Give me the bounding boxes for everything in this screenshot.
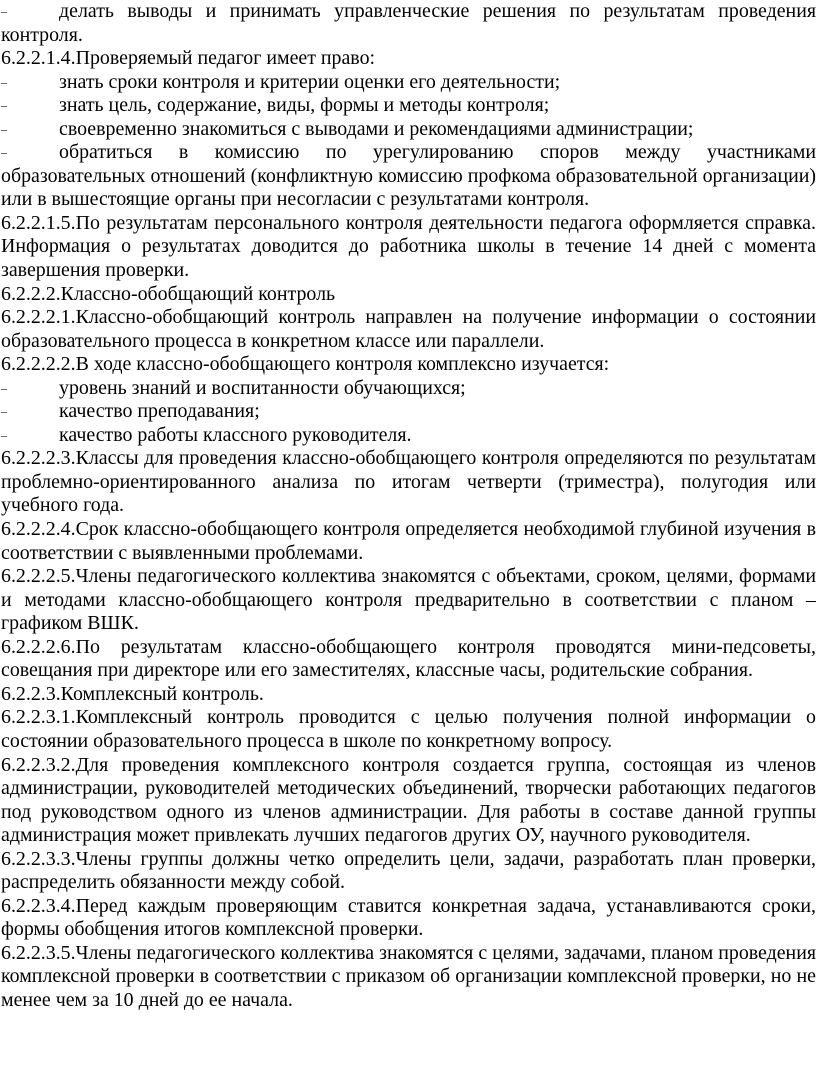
bullet-item (1, 94, 816, 118)
bullet-text: обратиться в комиссию по урегулированию споров между участниками (59, 141, 816, 164)
dash-bullet-icon: – (1, 427, 7, 442)
section-heading: 6.2.2.3.Комплексный контроль. (1, 682, 264, 705)
bullet-text: качество работы классного руководителя. (59, 423, 412, 446)
paragraph: 6.2.2.1.4.Проверяемый педагог имеет право: (1, 47, 376, 70)
bullet-item (1, 71, 816, 95)
paragraph: 6.2.2.3.1.Комплексный контроль проводится с целью получения полной информации о состоянии образовательного процесса в школе по конкретному вопросу. (1, 706, 816, 752)
dash-bullet-icon: – (1, 4, 7, 18)
bullet-text-continuation: контроля. (1, 23, 83, 46)
bullet-item (1, 424, 816, 448)
bullet-text: знать сроки контроля и критерии оценки его деятельности; (59, 70, 561, 93)
bullet-item (1, 377, 816, 401)
paragraph: 6.2.2.1.5.По результатам персонального контроля деятельности педагога оформляется справка. Информация о результатах доводится до работника школы в течение 14 дней с момента завершения проверки. (1, 211, 816, 282)
dash-bullet-icon: – (1, 404, 7, 419)
paragraph: 6.2.2.2.4.Срок классно-обобщающего контроля определяется необходимой глубиной изучения в соответствии с выявленными проблемами. (1, 518, 816, 564)
dash-bullet-icon: – (1, 380, 7, 395)
paragraph: 6.2.2.3.5.Члены педагогического коллектива знакомятся с целями, задачами, планом проведения комплексной проверки в соответствии с приказом об организации комплексной проверки, но не менее чем за 10 дней до ее начала. (1, 941, 816, 1011)
paragraph: 6.2.2.2.5.Члены педагогического коллектива знакомятся с объектами, сроком, целями, формами и методами классно-обобщающего контроля предварительно в соответствии с планом – графиком ВШК. (1, 565, 816, 635)
paragraph: 6.2.2.2.1.Классно-обобщающий контроль направлен на получение информации о состоянии образовательного процесса в конкретном классе или параллели. (1, 306, 816, 352)
dash-bullet-icon: – (1, 145, 7, 160)
bullet-item (1, 141, 816, 212)
dash-bullet-icon: – (1, 74, 7, 89)
paragraph: 6.2.2.3.2.Для проведения комплексного контроля создается группа, состоящая из членов администрации, руководителей методических объединений, творчески работающих педагогов под руководством одного из членов администрации. Для работы в составе данной группы администрация может привлекать лучших педагогов других ОУ, научного руководителя. (1, 753, 816, 847)
paragraph: 6.2.2.2.2.В ходе классно-обобщающего контроля комплексно изучается: (1, 353, 610, 376)
bullet-text: уровень знаний и воспитанности обучающихся; (59, 376, 466, 399)
bullet-text: качество преподавания; (59, 400, 260, 423)
bullet-item (1, 400, 816, 424)
paragraph: 6.2.2.3.4.Перед каждым проверяющим ставится конкретная задача, устанавливаются сроки, формы обобщения итогов комплексной проверки. (1, 894, 816, 941)
bullet-item (1, 0, 816, 47)
bullet-text-continuation: образовательных отношений (конфликтную комиссию профкома образовательной организации) или в вышестоящие органы при несогласии с результатами контроля. (1, 164, 816, 211)
bullet-text: своевременно знакомиться с выводами и рекомендациями администрации; (59, 117, 694, 140)
dash-bullet-icon: – (1, 98, 7, 113)
bullet-item (1, 118, 816, 142)
bullet-text: делать выводы и принимать управленческие решения по результатам проведения (59, 0, 816, 22)
section-heading: 6.2.2.2.Классно-обобщающий контроль (1, 282, 336, 305)
paragraph: 6.2.2.2.3.Классы для проведения классно-обобщающего контроля определяются по результатам проблемно-ориентированного анализа по итогам четверти (триместра), полугодия или учебного года. (1, 447, 816, 517)
bullet-text: знать цель, содержание, виды, формы и методы контроля; (59, 94, 550, 117)
paragraph: 6.2.2.3.3.Члены группы должны четко определить цели, задачи, разработать план проверки, распределить обязанности между собой. (1, 847, 816, 894)
paragraph: 6.2.2.2.6.По результатам классно-обобщающего контроля проводятся мини-педсоветы, совещания при директоре или его заместителях, классные часы, родительские собрания. (1, 635, 816, 682)
dash-bullet-icon: – (1, 121, 7, 136)
